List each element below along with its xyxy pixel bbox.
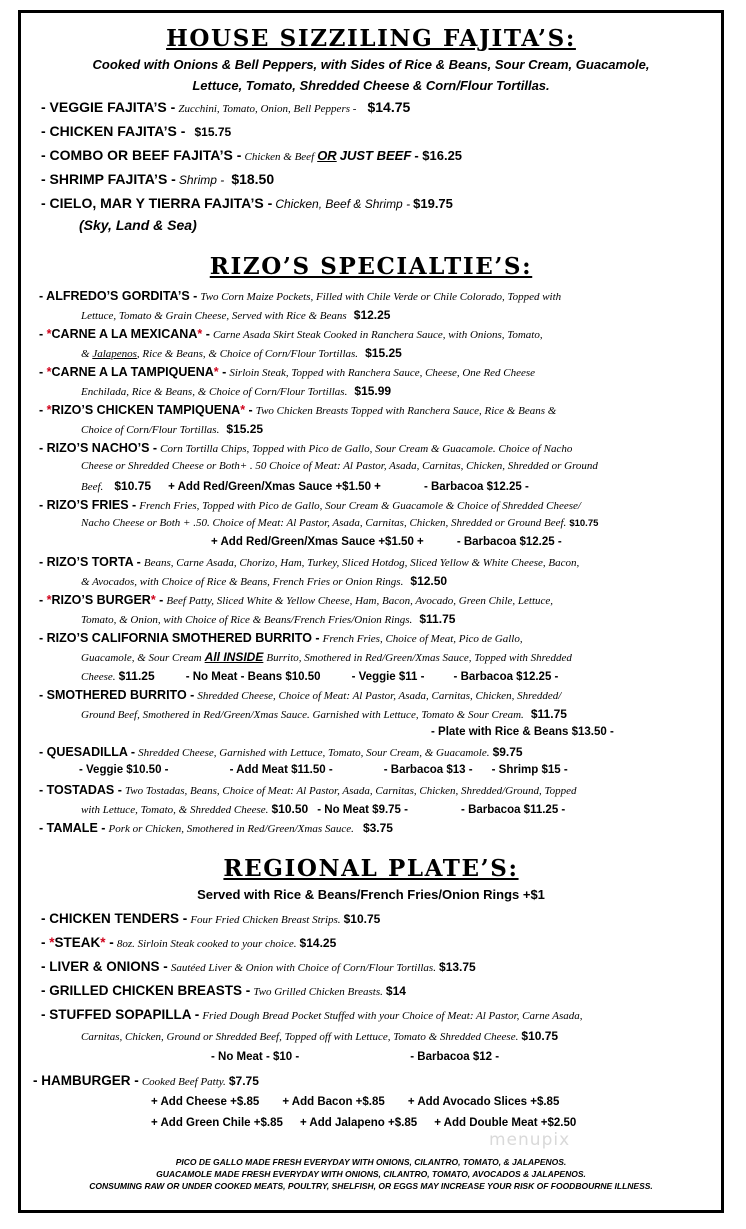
item-description: Sirloin Steak, Topped with Ranchera Sauce, Cheese, One Red Cheese xyxy=(229,367,536,379)
item-name: CARNE A LA MEXICANA xyxy=(51,327,198,341)
item-name: STEAK xyxy=(54,935,101,950)
item-price: $3.75 xyxy=(362,821,393,835)
star-icon: * xyxy=(240,403,246,417)
item-name: - SMOTHERED BURRITO - xyxy=(39,688,195,702)
item-description: Lettuce, Tomato & Grain Cheese, Served with Rice & Beans xyxy=(81,310,347,322)
item-description: , Rice & Beans, & Choice of Corn/Flour Tortillas. xyxy=(136,348,359,360)
item-name: - TAMALE - xyxy=(39,821,106,835)
fajitas-title: HOUSE SIZZILING FAJITA’S: xyxy=(166,25,576,52)
addon-cheese: + Add Cheese +$.85 xyxy=(151,1096,260,1108)
menu-item-stuffed-sopapilla xyxy=(41,1007,582,1022)
star-icon: * xyxy=(46,593,52,607)
menu-item-tostadas xyxy=(39,783,576,797)
menu-item-california-burrito-line2 xyxy=(81,650,572,664)
item-name: - CIELO, MAR Y TIERRA FAJITA’S - xyxy=(41,195,273,211)
menu-item-burger xyxy=(39,593,553,607)
menu-item-carne-tampiquena-line2 xyxy=(81,384,391,398)
fajitas-subtitle-2: Lettuce, Tomato, Shredded Cheese & Corn/Flour Tortillas. xyxy=(192,78,550,93)
menu-item-carne-mexicana xyxy=(39,327,543,341)
star-icon: * xyxy=(46,403,52,417)
star-icon: * xyxy=(46,365,52,379)
item-no-meat: - No Meat - $10 - xyxy=(211,1051,300,1063)
item-dash: - xyxy=(39,327,47,341)
menu-item-chicken-tenders xyxy=(41,911,380,926)
star-icon: * xyxy=(150,593,156,607)
footer-line-1: PICO DE GALLO MADE FRESH EVERYDAY WITH ONIONS, CILANTRO, TOMATO, & JALAPENOS. xyxy=(175,1157,567,1167)
item-dash: - xyxy=(245,403,253,417)
item-description: Guacamole, & Sour Cream xyxy=(81,652,202,664)
item-description: Two Grilled Chicken Breasts. xyxy=(253,986,383,998)
menu-item-torta xyxy=(39,555,579,569)
item-description: French Fries, Choice of Meat, Pico de Gallo, xyxy=(322,633,523,645)
star-icon: * xyxy=(100,935,106,950)
item-add-sauce: + Add Red/Green/Xmas Sauce +$1.50 + xyxy=(211,536,424,548)
item-price: $13.75 xyxy=(439,960,476,974)
item-name: - TOSTADAS - xyxy=(39,783,122,797)
footer-line-2: GUACAMOLE MADE FRESH EVERYDAY WITH ONIONS, CILANTRO, TOMATO, AVOCADOS & JALAPENOS. xyxy=(156,1169,586,1179)
item-description: Two Chicken Breasts Topped with Ranchera Sauce, Rice & Beans & xyxy=(255,405,557,417)
item-name: - COMBO OR BEEF FAJITA’S - xyxy=(41,147,242,163)
menu-item-fries xyxy=(39,498,581,512)
item-description: Ground Beef, Smothered in Red/Green/Xmas Sauce. Garnished with Lettuce, Tomato & Sour Cream. xyxy=(81,709,524,721)
menu-item-grilled-chicken xyxy=(41,983,406,998)
item-description: Two Corn Maize Pockets, Filled with Chile Verde or Chile Colorado, Topped with xyxy=(200,291,562,303)
item-name: CARNE A LA TAMPIQUENA xyxy=(51,365,214,379)
item-description: Burrito, Smothered in Red/Green/Xmas Sauce, Topped with Shredded xyxy=(266,652,572,664)
menu-item-liver-onions xyxy=(41,959,476,974)
item-name: - HAMBURGER - xyxy=(33,1073,139,1088)
item-no-meat: - No Meat $9.75 - xyxy=(317,804,408,816)
item-description: Beef Patty, Sliced White & Yellow Cheese, Ham, Bacon, Avocado, Green Chile, Lettuce, xyxy=(166,595,554,607)
menu-item-stuffed-sopapilla-options xyxy=(211,1051,499,1063)
item-description: Carne Asada Skirt Steak Cooked in Ranchera Sauce, with Onions, Tomato, xyxy=(212,329,543,341)
item-name: - CHICKEN FAJITA’S - xyxy=(41,123,186,139)
item-description: with Lettuce, Tomato, & Shredded Cheese. xyxy=(81,804,269,816)
menu-item-quesadilla xyxy=(39,745,523,759)
item-price: $14.25 xyxy=(299,936,337,950)
item-description: Chicken, Beef & Shrimp - xyxy=(275,197,411,211)
item-dash: - xyxy=(39,593,47,607)
menu-item-smothered-burrito-plate xyxy=(431,726,614,738)
item-price: $12.50 xyxy=(410,574,448,588)
item-price: $11.75 xyxy=(530,707,567,721)
item-price: $15.25 xyxy=(365,346,402,360)
item-plate: - Plate with Rice & Beans $13.50 - xyxy=(431,726,614,738)
item-dash: - xyxy=(202,327,210,341)
menu-item-smothered-burrito xyxy=(39,688,561,702)
item-shrimp: - Shrimp $15 - xyxy=(491,764,568,776)
item-name: - ALFREDO’S GORDITA’S - xyxy=(39,289,198,303)
item-name: - RIZO’S NACHO’S - xyxy=(39,441,158,455)
item-description: Cheese or Shredded Cheese or Both+ . 50 Choice of Meat: Al Pastor, Asada, Carnitas, Chicken, Shredded or Ground xyxy=(81,460,598,472)
item-price: $15.75 xyxy=(194,125,232,139)
item-description: Cooked Beef Patty. xyxy=(141,1076,226,1088)
addon-bacon: + Add Bacon +$.85 xyxy=(282,1096,385,1108)
item-veggie: - Veggie $10.50 - xyxy=(79,764,169,776)
item-name: - GRILLED CHICKEN BREASTS - xyxy=(41,983,251,998)
specialties-title: RIZO’S SPECIALTIE’S: xyxy=(209,253,533,280)
item-price: $10.50 xyxy=(271,802,309,816)
regional-subtitle: Served with Rice & Beans/French Fries/Onion Rings +$1 xyxy=(197,887,545,902)
item-dash: - xyxy=(39,365,47,379)
menu-item-nachos xyxy=(39,441,572,455)
item-price: $14 xyxy=(385,984,406,998)
item-description: & Avocados, with Choice of Rice & Beans, French Fries or Onion Rings. xyxy=(81,576,404,588)
item-description: & xyxy=(81,348,93,360)
item-price: $15.99 xyxy=(354,384,392,398)
item-description: Chicken & Beef xyxy=(244,151,315,163)
item-description: Carnitas, Chicken, Ground or Shredded Beef, Topped off with Lettuce, Tomato & Shredded Cheese. xyxy=(81,1031,519,1043)
item-description: Pork or Chicken, Smothered in Red/Green/Xmas Sauce. xyxy=(108,823,354,835)
item-name: - LIVER & ONIONS - xyxy=(41,959,168,974)
fajitas-subtitle-1: Cooked with Onions & Bell Peppers, with Sides of Rice & Beans, Sour Cream, Guacamole, xyxy=(92,57,650,72)
item-barbacoa: - Barbacoa $11.25 - xyxy=(461,804,566,816)
hamburger-addons-row-1 xyxy=(151,1096,559,1108)
item-add-sauce: + Add Red/Green/Xmas Sauce +$1.50 + xyxy=(168,481,381,493)
menu-item-hamburger xyxy=(33,1073,259,1088)
item-veggie: - Veggie $11 - xyxy=(351,671,425,683)
hamburger-addons-row-2 xyxy=(151,1117,576,1129)
item-price: $11.75 xyxy=(419,612,456,626)
menu-item-combo-fajitas xyxy=(41,147,462,163)
menu-item-veggie-fajitas xyxy=(41,99,410,115)
addon-avocado: + Add Avocado Slices +$.85 xyxy=(407,1096,560,1108)
menu-item-chicken-fajitas xyxy=(41,123,231,139)
item-name: - QUESADILLA - xyxy=(39,745,136,759)
menu-item-stuffed-sopapilla-line2 xyxy=(81,1029,558,1043)
item-price: $10.75 xyxy=(343,912,381,926)
item-barbacoa: - Barbacoa $12.25 - xyxy=(423,481,529,493)
item-description: Sautéed Liver & Onion with Choice of Corn/Flour Tortillas. xyxy=(170,962,436,974)
item-name: - RIZO’S FRIES - xyxy=(39,498,137,512)
item-price: $7.75 xyxy=(228,1074,259,1088)
addon-jalapeno: + Add Jalapeno +$.85 xyxy=(299,1117,418,1129)
menu-item-carne-mexicana-line2 xyxy=(81,346,402,360)
menu-item-nachos-line3 xyxy=(81,479,529,493)
menu-item-nachos-line2 xyxy=(81,460,598,472)
item-description: Shrimp - xyxy=(178,173,225,187)
item-name: - CHICKEN TENDERS - xyxy=(41,911,188,926)
item-price: $10.75 xyxy=(521,1029,559,1043)
item-name: RIZO’S CHICKEN TAMPIQUENA xyxy=(51,403,241,417)
item-description: Choice of Corn/Flour Tortillas. xyxy=(81,424,220,436)
item-or: OR xyxy=(317,148,337,163)
item-description: French Fries, Topped with Pico de Gallo, Sour Cream & Guacamole & Choice of Shredded Cheese/ xyxy=(139,500,581,512)
item-no-meat: - No Meat - Beans $10.50 xyxy=(185,671,321,683)
item-description: Two Tostadas, Beans, Choice of Meat: Al Pastor, Asada, Carnitas, Chicken, Shredded/Ground, Topped xyxy=(124,785,577,797)
item-price: $10.75 xyxy=(114,479,152,493)
star-icon: * xyxy=(46,327,52,341)
item-just-beef: JUST BEEF xyxy=(339,148,412,163)
item-name: - STUFFED SOPAPILLA - xyxy=(41,1007,200,1022)
menu-item-gordita-line2 xyxy=(81,308,390,322)
item-description: Fried Dough Bread Pocket Stuffed with your Choice of Meat: Al Pastor, Carne Asada, xyxy=(202,1010,583,1022)
item-name: - RIZO’S CALIFORNIA SMOTHERED BURRITO - xyxy=(39,631,320,645)
item-name: - VEGGIE FAJITA’S - xyxy=(41,99,176,115)
item-price: $12.25 xyxy=(353,308,391,322)
item-barbacoa: - Barbacoa $12 - xyxy=(410,1051,500,1063)
item-name: - SHRIMP FAJITA’S - xyxy=(41,171,176,187)
item-dash: - xyxy=(218,365,227,379)
star-icon: * xyxy=(49,935,55,950)
watermark: menupix xyxy=(489,1130,571,1150)
menu-page xyxy=(18,10,724,1213)
addon-green-chile: + Add Green Chile +$.85 xyxy=(151,1117,283,1129)
item-price: $11.25 xyxy=(118,669,155,683)
item-barbacoa: - Barbacoa $13 - xyxy=(383,764,473,776)
menu-item-steak xyxy=(41,935,336,950)
regional-title: REGIONAL PLATE’S: xyxy=(223,855,519,882)
item-description: Cheese. xyxy=(81,671,116,683)
menu-item-gordita xyxy=(39,289,561,303)
item-description: Nacho Cheese or Both + .50. Choice of Meat: Al Pastor, Asada, Carnitas, Chicken, Shredded or Ground Beef. xyxy=(81,517,567,529)
item-price: - $16.25 xyxy=(414,148,463,163)
star-icon: * xyxy=(197,327,203,341)
item-barbacoa: - Barbacoa $12.25 - xyxy=(453,671,559,683)
item-dash: - xyxy=(105,935,114,950)
item-description: Enchilada, Rice & Beans, & Choice of Corn/Flour Tortillas. xyxy=(81,386,348,398)
item-description: Shredded Cheese, Garnished with Lettuce, Tomato, Sour Cream, & Guacamole. xyxy=(138,747,490,759)
addon-double-meat: + Add Double Meat +$2.50 xyxy=(434,1117,577,1129)
item-name: RIZO’S BURGER xyxy=(51,593,151,607)
menu-item-fries-line3 xyxy=(211,536,562,548)
item-description: Beans, Carne Asada, Chorizo, Ham, Turkey, Sliced Hotdog, Sliced Yellow & White Cheese, Bacon, xyxy=(143,557,580,569)
menu-item-burger-line2 xyxy=(81,612,455,626)
menu-item-california-burrito-line3 xyxy=(81,669,558,683)
star-icon: * xyxy=(213,365,219,379)
item-all-inside: All INSIDE xyxy=(204,650,264,664)
item-description: Shredded Cheese, Choice of Meat: Al Pastor, Asada, Carnitas, Chicken, Shredded/ xyxy=(197,690,562,702)
item-dash: - xyxy=(39,403,47,417)
item-description: Four Fried Chicken Breast Strips. xyxy=(190,914,341,926)
cielo-subtitle: (Sky, Land & Sea) xyxy=(79,217,197,233)
item-description: Corn Tortilla Chips, Topped with Pico de Gallo, Sour Cream & Guacamole. Choice of Nacho xyxy=(160,443,573,455)
item-dash: - xyxy=(155,593,164,607)
item-add-meat: - Add Meat $11.50 - xyxy=(229,764,333,776)
item-barbacoa: - Barbacoa $12.25 - xyxy=(456,536,562,548)
item-name: - RIZO’S TORTA - xyxy=(39,555,141,569)
menu-item-shrimp-fajitas xyxy=(41,171,274,187)
item-price: $15.25 xyxy=(226,422,264,436)
menu-item-carne-tampiquena xyxy=(39,365,535,379)
menu-item-fries-line2 xyxy=(81,517,598,529)
item-description-jalapenos: Jalapenos xyxy=(92,348,137,360)
menu-item-tostadas-line2 xyxy=(81,802,565,816)
menu-item-chicken-tampiquena-line2 xyxy=(81,422,263,436)
item-price: $14.75 xyxy=(367,99,411,115)
menu-item-torta-line2 xyxy=(81,574,447,588)
menu-item-chicken-tampiquena xyxy=(39,403,556,417)
item-description: Zucchini, Tomato, Onion, Bell Peppers - xyxy=(178,103,357,115)
menu-item-smothered-burrito-line2 xyxy=(81,707,567,721)
item-description: Tomato, & Onion, with Choice of Rice & Beans/French Fries/Onion Rings. xyxy=(81,614,413,626)
menu-item-cielo-fajitas xyxy=(41,195,453,211)
item-dash: - xyxy=(41,935,50,950)
menu-item-tamale xyxy=(39,821,393,835)
item-price: $18.50 xyxy=(231,171,275,187)
item-price: $10.75 xyxy=(569,518,599,529)
menu-item-california-burrito xyxy=(39,631,523,645)
item-description: 8oz. Sirloin Steak cooked to your choice. xyxy=(116,938,297,950)
footer-line-3: CONSUMING RAW OR UNDER COOKED MEATS, POULTRY, SHELFISH, OR EGGS MAY INCREASE YOUR RISK OF FOODBOURNE ILLNESS. xyxy=(89,1181,653,1191)
item-price: $19.75 xyxy=(413,196,453,211)
item-price: $9.75 xyxy=(492,745,523,759)
item-description: Beef. xyxy=(81,481,104,493)
menu-item-quesadilla-options xyxy=(79,764,568,776)
